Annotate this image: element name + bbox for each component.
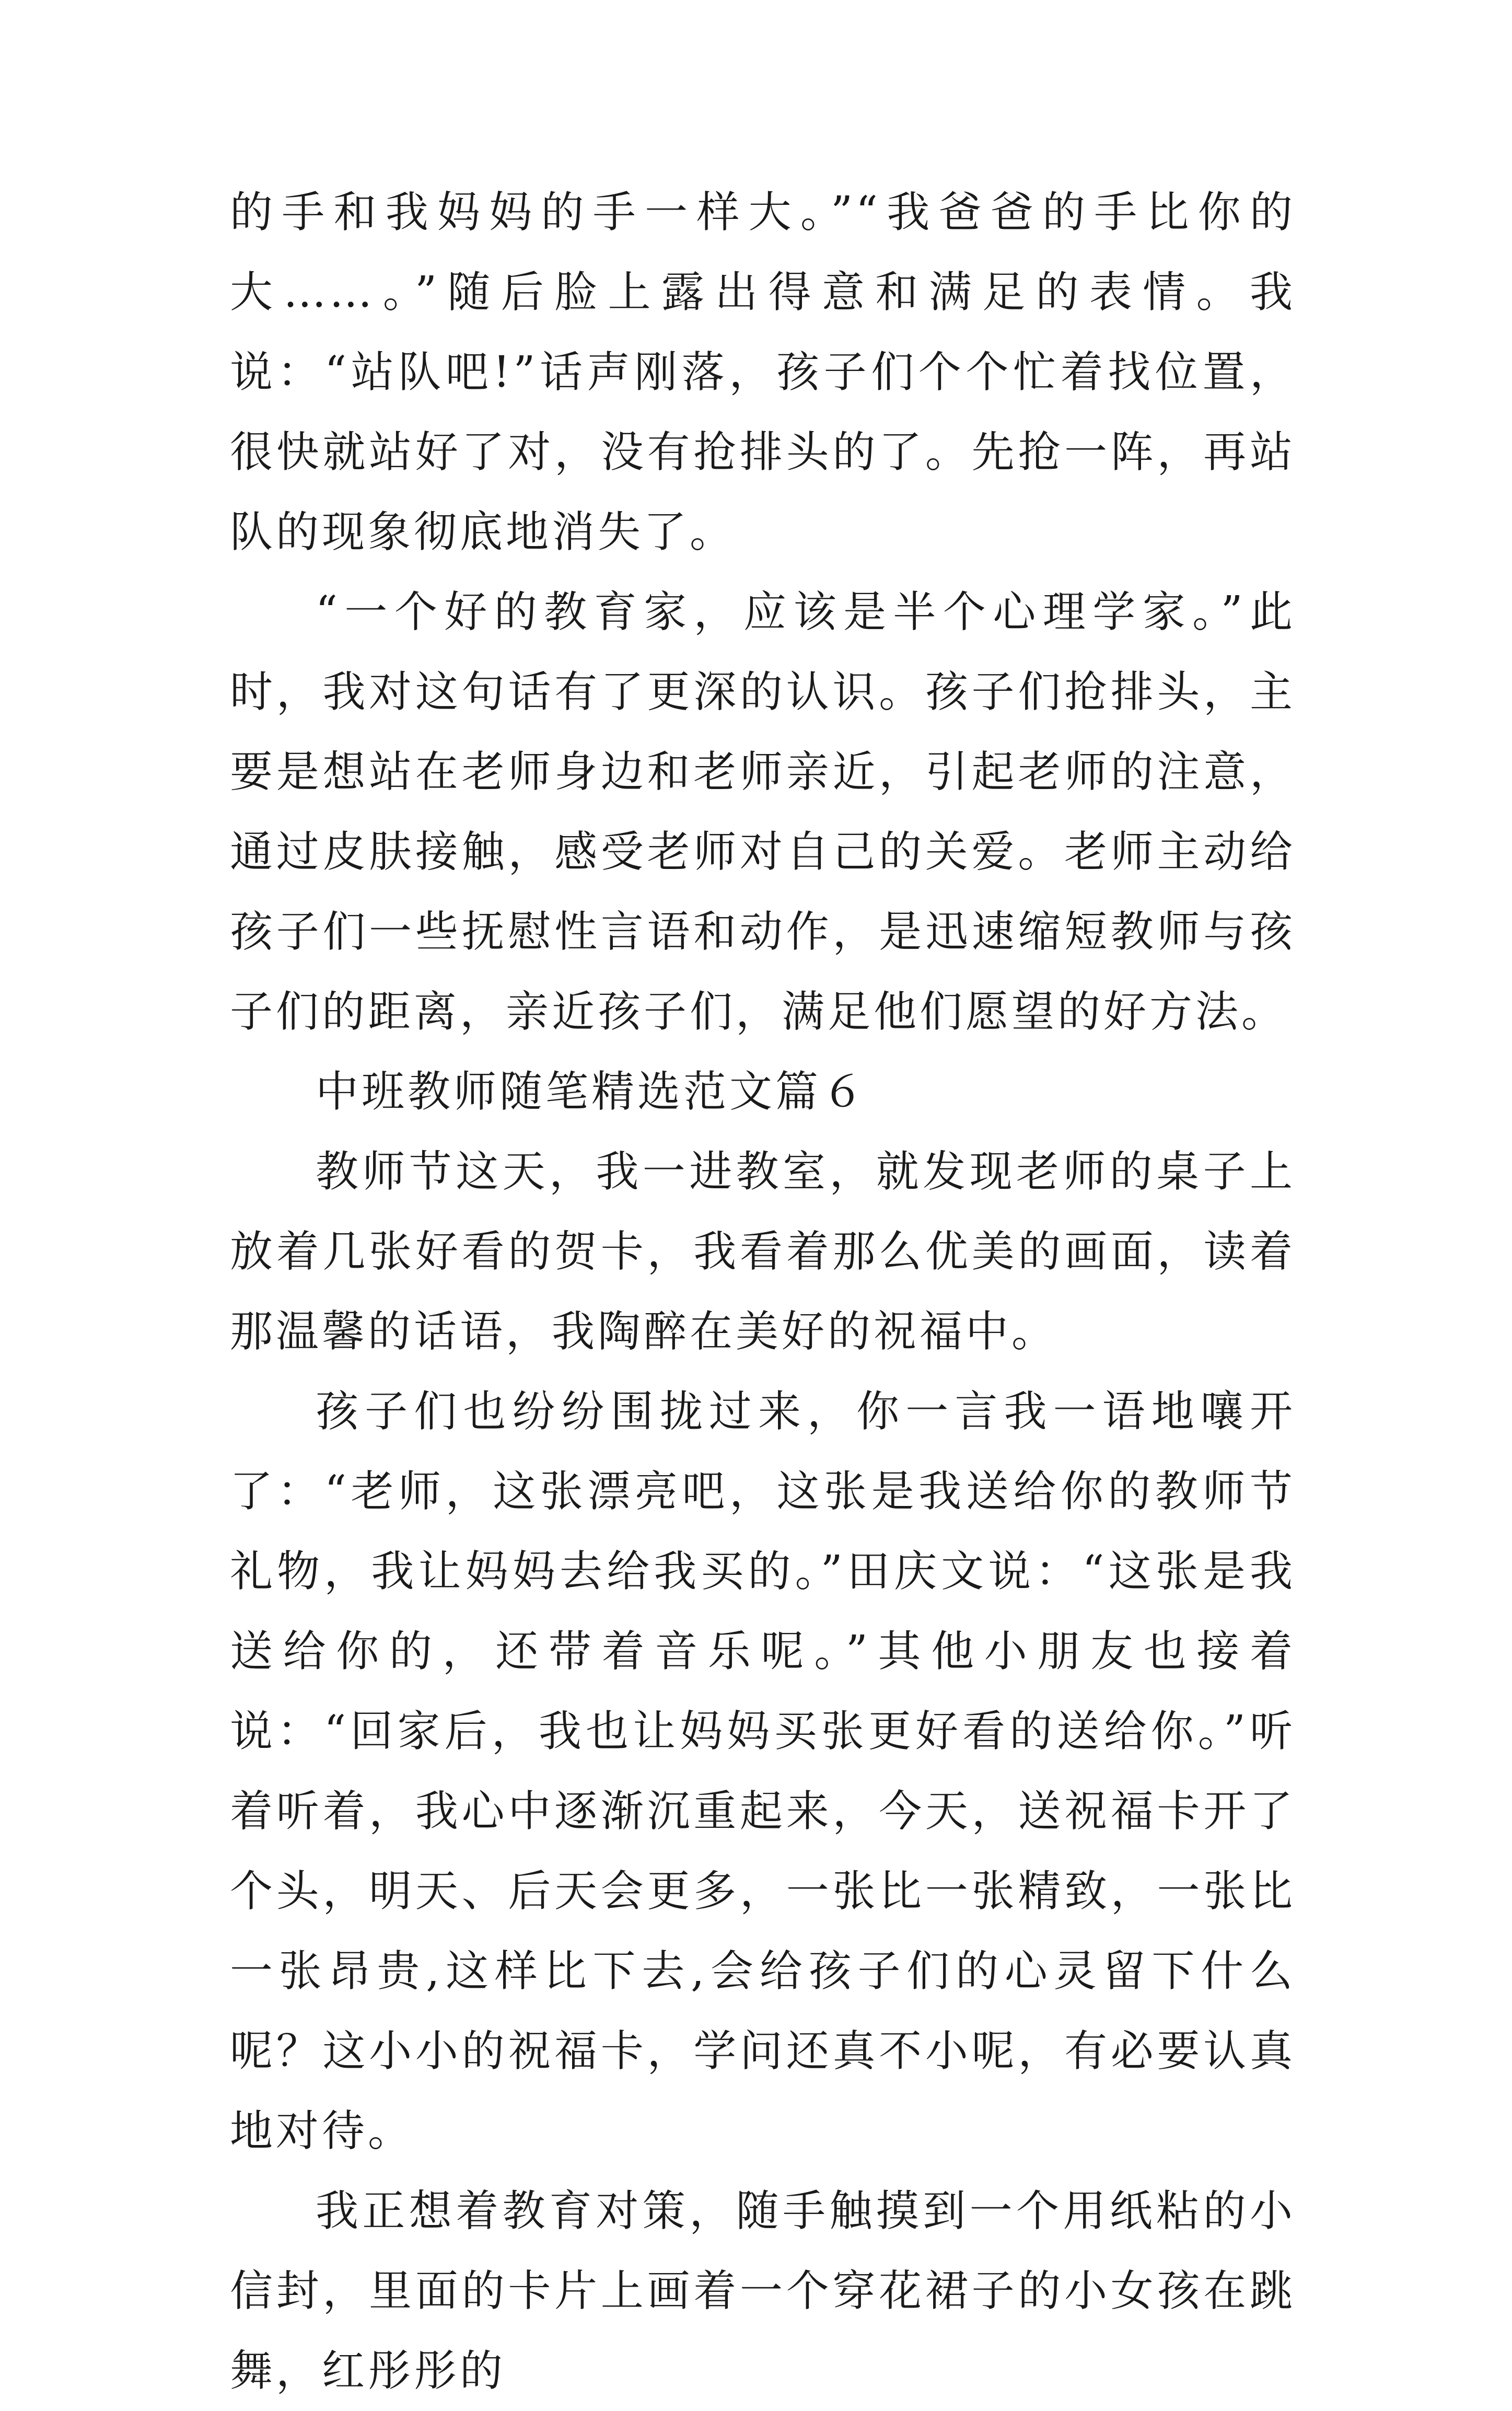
paragraph-5: 我正想着教育对策，随手触摸到一个用纸粘的小信封，里面的卡片上画着一个穿花裙子的小女孩在跳舞，红彤彤的 — [230, 2186, 1296, 2396]
paragraph-3: 教师节这天，我一进教室，就发现老师的桌子上放着几张好看的贺卡，我看着那么优美的画面，读着那温馨的话语，我陶醉在美好的祝福中。 — [230, 1147, 1296, 1357]
paragraph-4: 孩子们也纷纷围拢过来，你一言我一语地嚷开了：“老师，这张漂亮吧，这张是我送给你的教师节礼物，我让妈妈去给我买的。”田庆文说：“这张是我送给你的，还带着音乐呢。”其他小朋友也接着说：“回家后，我也让妈妈买张更好看的送给你。”听着听着，我心中逐渐沉重起来，今天，送祝福卡开了个头，明天、后天会更多，一张比一张精致，一张比一张昂贵,这样比下去,会给孩子们的心灵留下什么呢？这小小的祝福卡，学问还真不小呢，有必要认真地对待。 — [230, 1387, 1296, 2156]
paragraph-1: 的手和我妈妈的手一样大。”“我爸爸的手比你的大……。”随后脸上露出得意和满足的表情。我说：“站队吧!”话声刚落，孩子们个个忙着找位置，很快就站好了对，没有抢排头的了。先抢一阵，再站队的现象彻底地消失了。 — [230, 188, 1296, 557]
paragraph-2: “一个好的教育家，应该是半个心理学家。”此时，我对这句话有了更深的认识。孩子们抢排头，主要是想站在老师身边和老师亲近，引起老师的注意，通过皮肤接触，感受老师对自己的关爱。老师主动给孩子们一些抚慰性言语和动作，是迅速缩短教师与孩子们的距离，亲近孩子们，满足他们愿望的好方法。 — [230, 587, 1296, 1037]
section-heading: 中班教师随笔精选范文篇６ — [316, 1067, 868, 1117]
document-body — [230, 172, 1296, 2411]
